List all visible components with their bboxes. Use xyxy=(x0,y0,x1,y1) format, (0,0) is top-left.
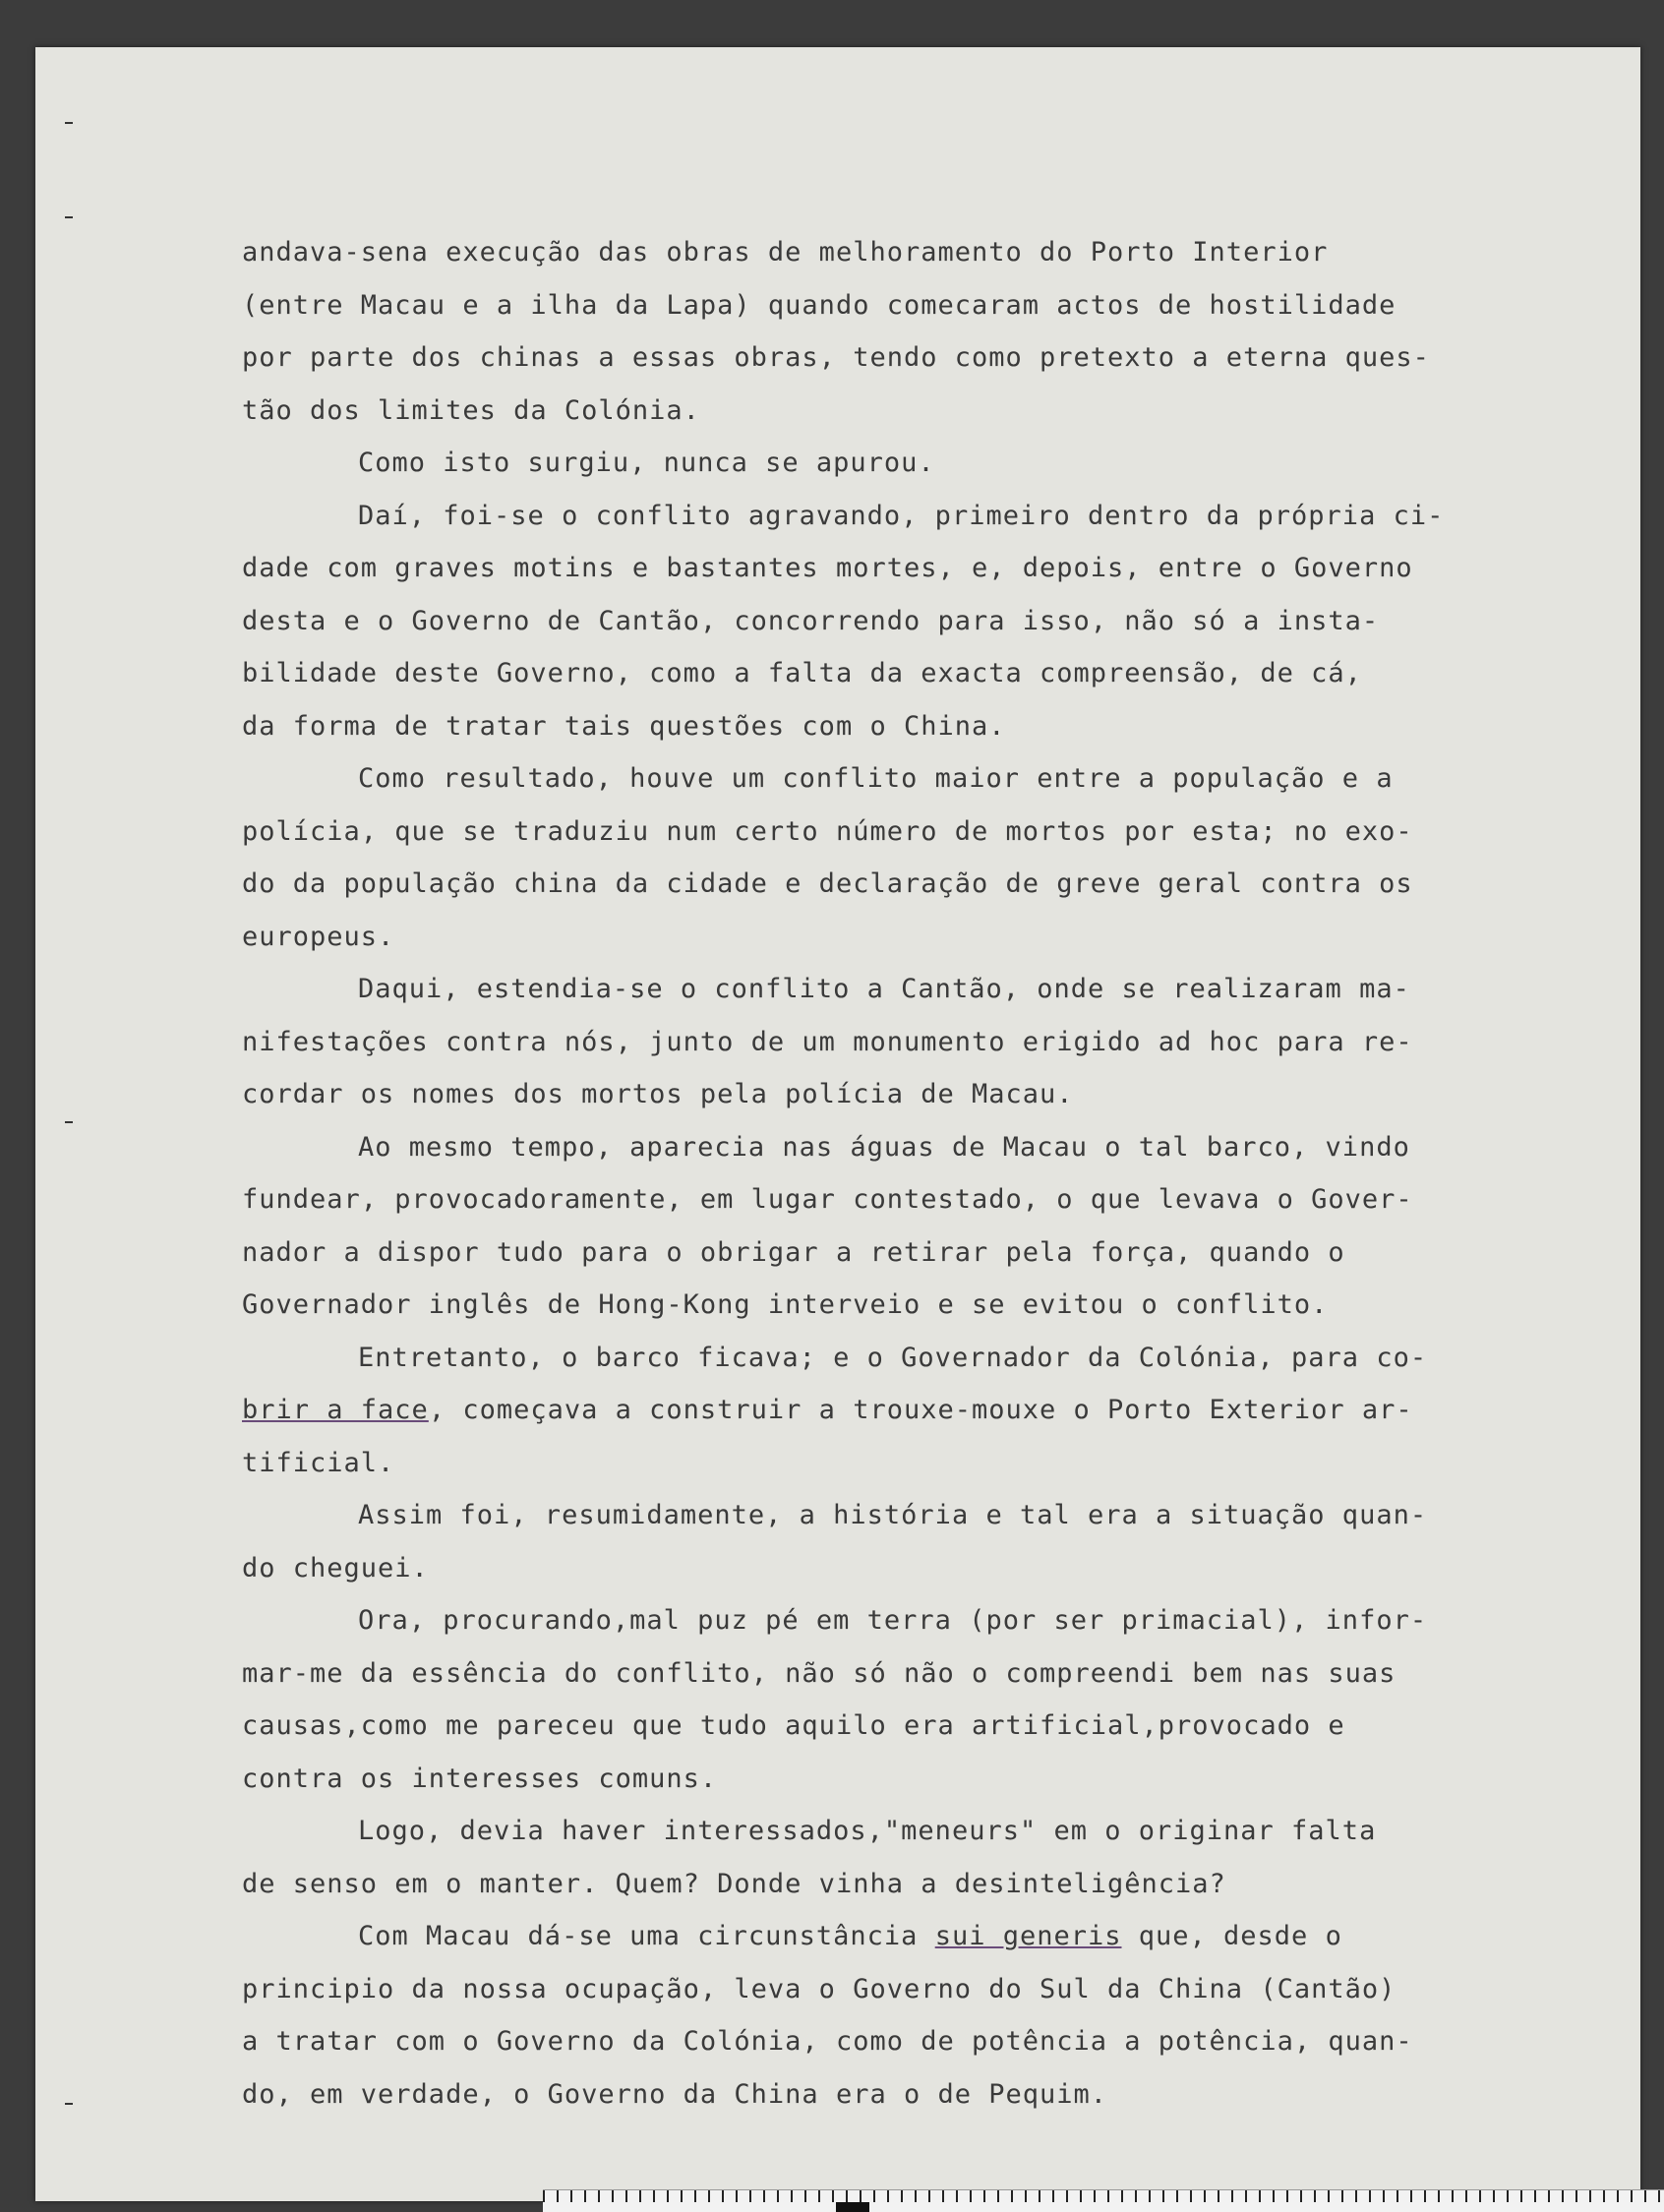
text-line: nifestações contra nós, junto de um monumento erigido ad hoc para re- xyxy=(242,1026,1413,1057)
margin-mark xyxy=(65,122,73,124)
text-line: fundear, provocadoramente, em lugar contestado, o que levava o Gover- xyxy=(242,1184,1413,1215)
text-line: contra os interesses comuns. xyxy=(242,1763,718,1794)
text-line: Assim foi, resumidamente, a história e tal era a situação quan- xyxy=(358,1500,1428,1530)
text-line: cordar os nomes dos mortos pela polícia de Macau. xyxy=(242,1079,1074,1109)
text-line: Como isto surgiu, nunca se apurou. xyxy=(358,448,935,478)
text-line: mar-me da essência do conflito, não só não o compreendi bem nas suas xyxy=(242,1657,1397,1689)
text-line: principio da nossa ocupação, leva o Governo do Sul da China (Cantão) xyxy=(242,1973,1397,2004)
text-line: Ora, procurando,mal puz pé em terra (por ser primacial), infor- xyxy=(358,1605,1428,1636)
text-line: a tratar com o Governo da Colónia, como de potência a potência, quan- xyxy=(242,2026,1413,2057)
text-line: Daí, foi-se o conflito agravando, primeiro dentro da própria ci- xyxy=(358,500,1445,531)
text-line: Entretanto, o barco ficava; e o Governador da Colónia, para co- xyxy=(358,1342,1428,1373)
text-line: europeus. xyxy=(242,921,395,952)
text-line: desta e o Governo de Cantão, concorrendo para isso, não só a insta- xyxy=(242,605,1380,636)
margin-mark xyxy=(65,1121,73,1123)
text-line: do da população china da cidade e declaração de greve geral contra os xyxy=(242,868,1413,899)
margin-mark xyxy=(65,2103,73,2105)
text-line: Com Macau dá-se uma circunstância sui generis que, desde o xyxy=(358,1921,1342,1951)
text-line: (entre Macau e a ilha da Lapa) quando comecaram actos de hostilidade xyxy=(242,289,1397,321)
text-line: Governador inglês de Hong-Kong interveio e se evitou o conflito. xyxy=(242,1289,1329,1320)
typewritten-text xyxy=(242,226,1599,2121)
text-line: polícia, que se traduziu num certo número de mortos por esta; no exo- xyxy=(242,815,1413,847)
text-line: nador a dispor tudo para o obrigar a retirar pela força, quando o xyxy=(242,1236,1345,1268)
text-line: bilidade deste Governo, como a falta da exacta compreensão, de cá, xyxy=(242,658,1362,688)
document-page xyxy=(35,47,1640,2201)
text-line: causas,como me pareceu que tudo aquilo era artificial,provocado e xyxy=(242,1710,1345,1741)
text-line: do, em verdade, o Governo da China era o de Pequim. xyxy=(242,2078,1108,2110)
text-line: por parte dos chinas a essas obras, tendo como pretexto a eterna ques- xyxy=(242,342,1430,373)
text-line: Logo, devia haver interessados,"meneurs" em o originar falta xyxy=(358,1816,1377,1846)
text-line: Ao mesmo tempo, aparecia nas águas de Macau o tal barco, vindo xyxy=(358,1131,1410,1163)
text-line: do cheguei. xyxy=(242,1552,429,1584)
scale-ruler xyxy=(543,2189,1664,2212)
text-line: tificial. xyxy=(242,1447,395,1478)
text-line: andava-sena execução das obras de melhoramento do Porto Interior xyxy=(242,237,1329,268)
text-line: Daqui, estendia-se o conflito a Cantão, onde se realizaram ma- xyxy=(358,974,1410,1004)
text-line: da forma de tratar tais questões com o China. xyxy=(242,710,1006,742)
text-line: dade com graves motins e bastantes mortes, e, depois, entre o Governo xyxy=(242,553,1413,583)
text-line: de senso em o manter. Quem? Donde vinha a desinteligência? xyxy=(242,1868,1226,1899)
text-line: tão dos limites da Colónia. xyxy=(242,394,700,426)
text-line: Como resultado, houve um conflito maior entre a população e a xyxy=(358,763,1394,794)
text-line: brir a face, começava a construir a trouxe-mouxe o Porto Exterior ar- xyxy=(242,1395,1413,1425)
margin-mark xyxy=(65,216,73,218)
